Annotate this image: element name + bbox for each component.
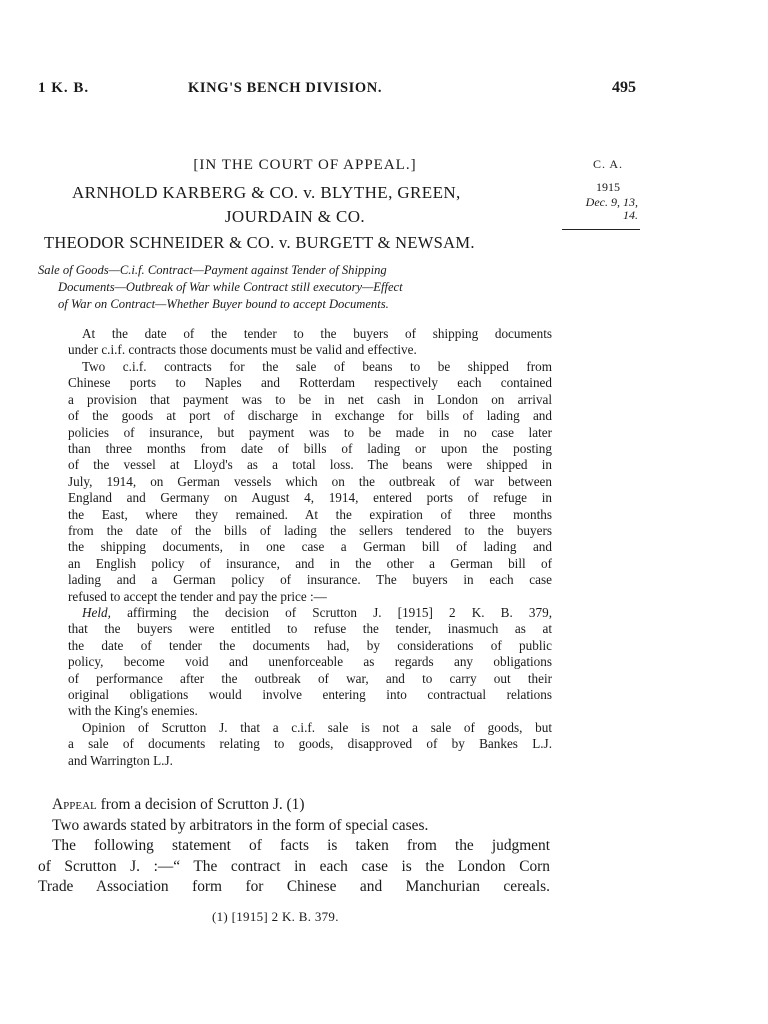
- headnote-line: and Warrington L.J.: [68, 752, 173, 768]
- case-title-2: THEODOR SCHNEIDER & CO. v. BURGETT & NEWSAM.: [44, 233, 475, 252]
- margin-note-rule: [562, 229, 640, 230]
- margin-note-dates-line2: 14.: [623, 208, 638, 222]
- headnote-line: refused to accept the tender and pay the price :—: [68, 588, 327, 604]
- body-line: Two awards stated by arbitrators in the form of special cases.: [52, 816, 429, 834]
- headnote-paragraph-4: [68, 720, 552, 769]
- catchwords-line: of War on Contract—Whether Buyer bound to accept Documents.: [58, 297, 389, 311]
- headnote-line: original obligations would involve entering into contractual relations: [68, 687, 552, 703]
- headnote-line: from the date of the bills of lading the sellers tendered to the buyers: [68, 523, 552, 539]
- body-line: The following statement of facts is taken from the judgment: [52, 837, 550, 854]
- headnote-line: a provision that payment was to be in net cash in London on arrival: [68, 391, 552, 407]
- headnote-paragraph-3: [68, 605, 552, 720]
- headnote-line: At the date of the tender to the buyers of shipping documents: [82, 326, 552, 341]
- case-title-1-line2: JOURDAIN & CO.: [224, 207, 366, 226]
- headnote-line: Two c.i.f. contracts for the sale of beans to be shipped from: [82, 359, 552, 374]
- headnote-line: Chinese ports to Naples and Rotterdam respectively each contained: [68, 375, 552, 391]
- body-line: Trade Association form for Chinese and Manchurian cereals.: [38, 878, 550, 895]
- headnote-line: the East, where they remained. At the expiration of three months: [68, 506, 552, 522]
- page-number: 495: [612, 79, 636, 96]
- headnote-line: of the goods at port of discharge in exchange for bills of lading and: [68, 408, 552, 424]
- headnote-line: policies of insurance, but payment was to be made in no case later: [68, 424, 552, 440]
- headnote-line: of the vessel at Lloyd's as a total loss. The beans were shipped in: [68, 457, 552, 473]
- headnote-line: a sale of documents relating to goods, disapproved of by Bankes L.J.: [68, 736, 552, 752]
- appeal-rest: from a decision of Scrutton J. (1): [96, 796, 305, 813]
- footnote: (1) [1915] 2 K. B. 379.: [212, 909, 339, 924]
- headnote-line: that the buyers were entitled to refuse the tender, inasmuch as at: [68, 621, 552, 637]
- margin-note-dates-line1: Dec. 9, 13,: [585, 195, 638, 209]
- headnote-line: of performance after the outbreak of war, and to carry out their: [68, 670, 552, 686]
- running-header-title: KING'S BENCH DIVISION.: [188, 80, 383, 96]
- headnote-line: policy, become void and unenforceable as regards any obligations: [68, 654, 552, 670]
- headnote-held-rest: affirming the decision of Scrutton J. [1915] 2 K. B. 379,: [110, 605, 552, 620]
- margin-note-court: C. A.: [592, 157, 623, 171]
- headnote-line: [68, 605, 552, 621]
- catchwords-line: Sale of Goods—C.i.f. Contract—Payment against Tender of Shipping: [38, 263, 387, 277]
- headnote-line: an English policy of insurance, and in the other a German bill of: [68, 555, 552, 571]
- body-line: [38, 795, 550, 816]
- body-text: [38, 795, 550, 898]
- running-header-volume: 1 K. B.: [38, 80, 90, 96]
- margin-note-year: 1915: [596, 180, 620, 194]
- headnote-line: with the King's enemies.: [68, 703, 198, 719]
- case-title-1-line1: ARNHOLD KARBERG & CO. v. BLYTHE, GREEN,: [72, 183, 461, 202]
- headnote-line: Opinion of Scrutton J. that a c.i.f. sale is not a sale of goods, but: [82, 720, 552, 735]
- headnote-line: lading and a German policy of insurance. The buyers in each case: [68, 572, 552, 588]
- headnote-line: July, 1914, on German vessels which on the outbreak of war between: [68, 473, 552, 489]
- headnote-line: under c.i.f. contracts those documents must be valid and effective.: [68, 342, 417, 358]
- appeal-word: Appeal: [52, 796, 97, 813]
- margin-note-dates: [570, 196, 638, 222]
- body-line: of Scrutton J. :—“ The contract in each case is the London Corn: [38, 857, 550, 875]
- headnote-paragraph-1: [68, 326, 552, 359]
- headnote-line: the date of tender the documents had, by considerations of public: [68, 637, 552, 653]
- held-label: Held,: [82, 605, 111, 620]
- court-heading: [IN THE COURT OF APPEAL.]: [193, 157, 417, 173]
- headnote-line: than three months from date of bills of lading or upon the posting: [68, 441, 552, 457]
- headnote-line: England and Germany on August 4, 1914, entered ports of refuge in: [68, 490, 552, 506]
- headnote-line: the shipping documents, in one case a German bill of lading and: [68, 539, 552, 555]
- headnote-paragraph-2: [68, 359, 552, 605]
- catchwords-line: Documents—Outbreak of War while Contract still executory—Effect: [58, 280, 403, 294]
